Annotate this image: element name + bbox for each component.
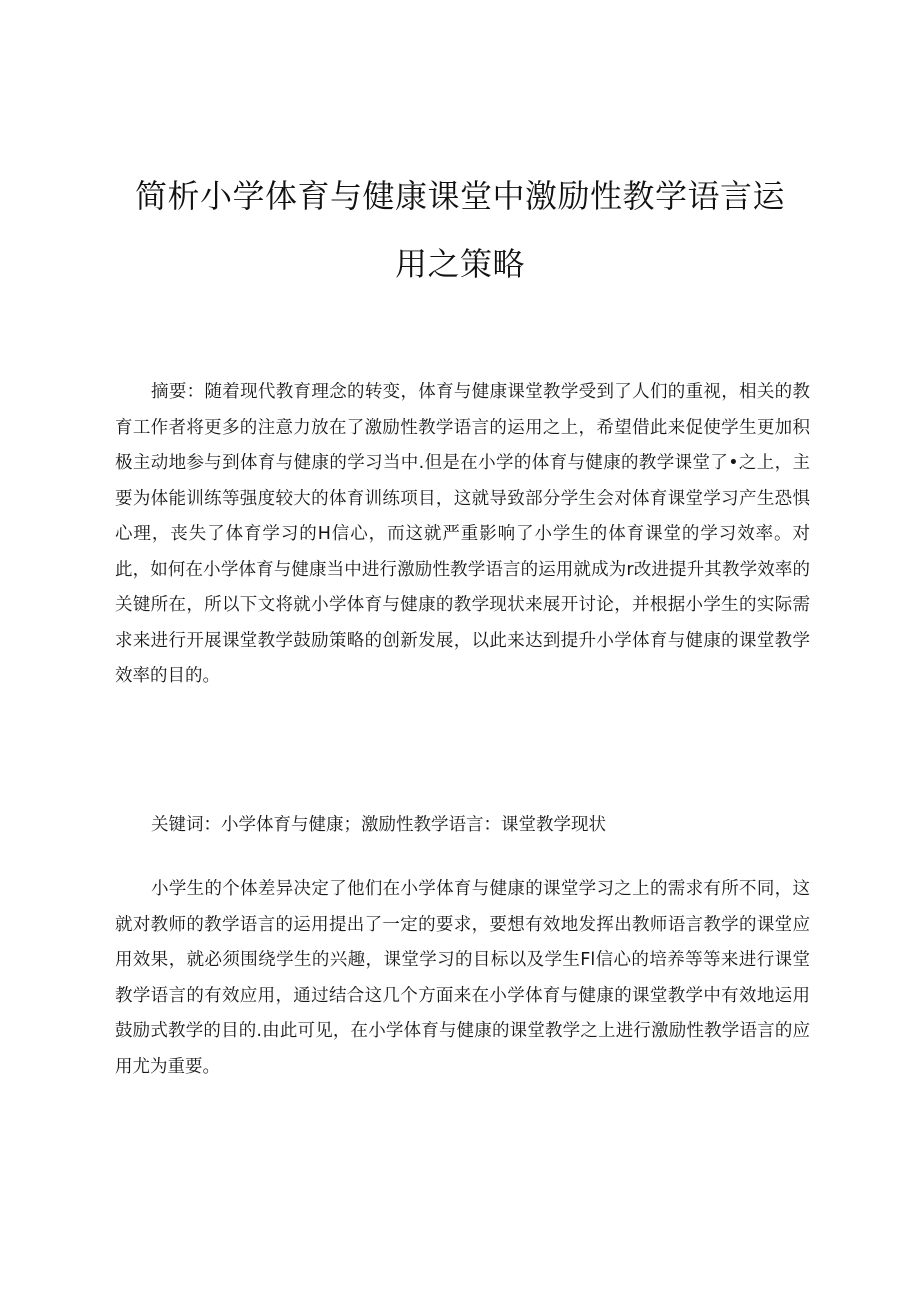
document-title xyxy=(110,162,810,298)
intro-paragraph: 小学生的个体差异决定了他们在小学体育与健康的课堂学习之上的需求有所不同，这就对教师的教学语言的运用提出了一定的要求，要想有效地发挥出教师语言教学的课堂应用效果，就必须围绕学生的兴趣，课堂学习的目标以及学生Fl信心的培养等等来进行课堂教学语言的有效应用，通过结合这几个方面来在小学体育与健康的课堂教学中有效地运用鼓励式教学的目的.由此可见，在小学体育与健康的课堂教学之上进行激励性教学语言的应用尤为重要。 xyxy=(115,879,810,1077)
title-line-2: 用之策略 xyxy=(394,245,525,283)
keywords-paragraph: 关键词：小学体育与健康；激励性教学语言：课堂教学现状 xyxy=(151,815,606,835)
abstract-paragraph: 摘要：随着现代教育理念的转变，体育与健康课堂教学受到了人们的重视，相关的教育工作者将更多的注意力放在了激励性教学语言的运用之上，希望借此来促使学生更加积极主动地参与到体育与健康的学习当中.但是在小学的体育与健康的教学课堂了•之上，主要为体能训练等强度较大的体育训练项目，这就导致部分学生会对体育课堂学习产生恐惧心理，丧失了体育学习的H信心，而这就严重影响了小学生的体育课堂的学习效率。对此，如何在小学体育与健康当中进行激励性教学语言的运用就成为r改进提升其教学效率的关键所在，所以下文将就小学体育与健康的教学现状来展开讨论，并根据小学生的实际需求来进行开展课堂教学鼓励策略的创新发展，以此来达到提升小学体育与健康的课堂教学效率的目的。 xyxy=(115,382,810,686)
title-line-1: 简析小学体育与健康课堂中激励性教学语言运 xyxy=(134,177,785,215)
